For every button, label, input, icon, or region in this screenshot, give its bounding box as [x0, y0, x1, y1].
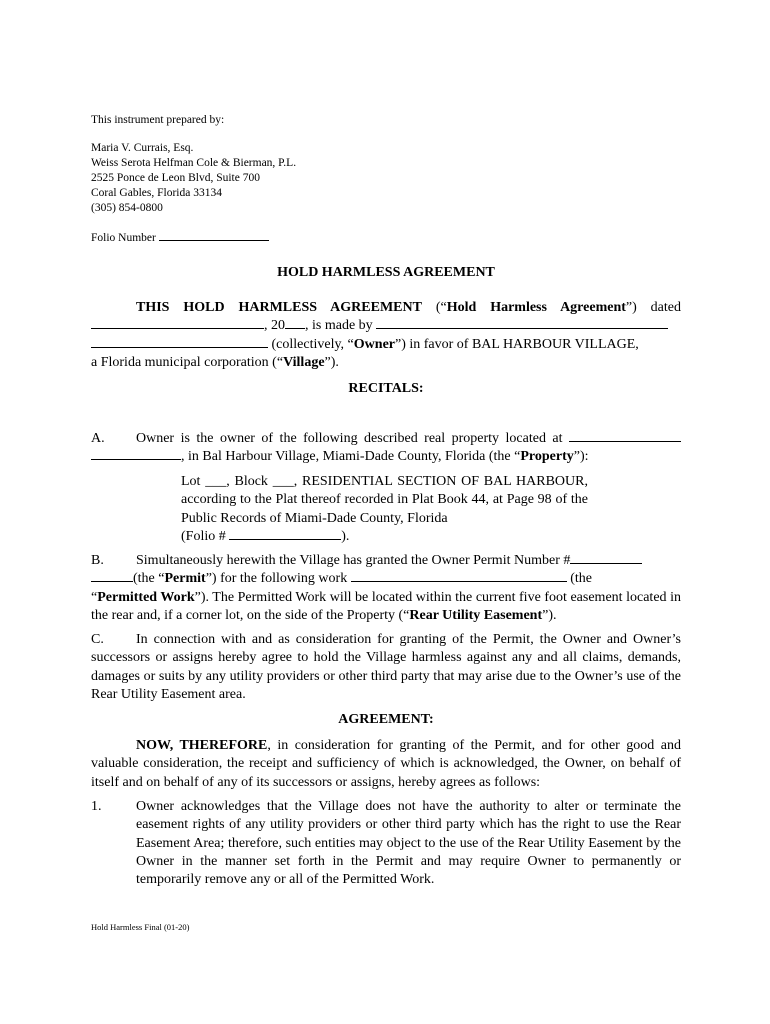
preparer-line: Weiss Serota Helfman Cole & Bierman, P.L. — [91, 157, 297, 169]
preparer-line: 2525 Ponce de Leon Blvd, Suite 700 — [91, 172, 260, 184]
recital-b-text: ”). The Permitted Work will be located within the current five foot easement located in the rear and, if a corner lot, on the side of the Property (“ — [91, 589, 681, 623]
date-blank — [91, 327, 264, 329]
intro-text: ”) dated — [625, 300, 681, 315]
preparer-address — [91, 141, 296, 216]
recital-c-text: In connection with and as consideration for granting of the Permit, the Owner and Owner’s successors or assigns hereby agree to hold the Village harmless against any and all claims, demands, damages or suits by any utility providers or other third party that may arise due to the Owner’s use of the Rear Utility Easement area. — [91, 632, 681, 702]
recital-b-line-1 — [91, 552, 681, 570]
recital-b-label: B. — [91, 553, 104, 568]
recital-c-label: C. — [91, 632, 104, 647]
year-prefix: , 20 — [264, 318, 285, 334]
folio-number-label: Folio Number — [91, 232, 156, 244]
agreement-text: , in consideration for granting of the Permit, and for other good and valuable consideration, the receipt and sufficiency of which is acknowledged, the Owner, on behalf of itself and on behalf of any of its successors or assigns, hereby agrees as follows: — [91, 738, 681, 790]
folio-blank — [229, 538, 341, 540]
preparer-line: Maria V. Currais, Esq. — [91, 142, 194, 154]
legal-description-text: Lot ___, Block ___, RESIDENTIAL SECTION OF BAL HARBOUR, according to the Plat thereof recorded in Plat Book 44, at Page 98 of the Public Records of Miami-Dade County, Florida — [181, 474, 588, 526]
recital-a-line-1 — [91, 430, 681, 448]
recital-a-label: A. — [91, 431, 105, 446]
recital-a — [91, 430, 681, 467]
recital-b-text: “ — [91, 589, 98, 605]
recital-a-text: , in Bal Harbour Village, Miami-Dade County, Florida (the “ — [181, 449, 521, 465]
intro-paragraph — [91, 299, 681, 372]
made-by-text: , is made by — [305, 318, 373, 334]
folio-label: (Folio # — [181, 528, 226, 544]
document-page — [91, 0, 681, 1024]
recital-a-line-2 — [91, 448, 681, 466]
intro-text: ”) in favor of BAL HARBOUR VILLAGE, — [395, 336, 639, 352]
defined-term-permitted-work: Permitted Work — [97, 589, 195, 605]
defined-term-rear-utility-easement: Rear Utility Easement — [409, 607, 543, 623]
permit-number-blank — [570, 562, 642, 564]
recital-c — [91, 631, 681, 704]
folio-number-line — [91, 231, 269, 246]
recital-b-line-3 — [91, 589, 681, 626]
recital-b-text: ”) for the following work — [205, 571, 348, 587]
recital-b-text: (the — [566, 571, 592, 587]
recital-b-text: ”). — [542, 607, 557, 623]
recital-a-text: Owner is the owner of the following described real property located at — [136, 431, 563, 446]
agreement-lead: NOW, THEREFORE — [136, 738, 268, 753]
agreement-heading: AGREEMENT: — [338, 712, 434, 727]
intro-line-3 — [91, 336, 681, 354]
permit-number-blank-2 — [91, 580, 133, 582]
work-description-blank — [351, 580, 567, 582]
intro-line-1 — [91, 299, 681, 317]
agreement-paragraph — [91, 737, 681, 792]
intro-lead: THIS HOLD HARMLESS AGREEMENT — [136, 300, 422, 315]
defined-term-property: Property — [520, 449, 574, 465]
folio-close: ). — [341, 528, 350, 544]
preparer-heading: This instrument prepared by: — [91, 114, 225, 126]
intro-text: (collectively, “ — [268, 336, 354, 352]
legal-description — [181, 473, 588, 546]
defined-term-owner: Owner — [353, 336, 395, 352]
intro-text: a Florida municipal corporation (“ — [91, 354, 284, 370]
recital-b-text: Simultaneously herewith the Village has granted the Owner Permit Number # — [136, 553, 571, 568]
defined-term-permit: Permit — [164, 571, 206, 587]
property-location-blank — [569, 440, 681, 442]
property-location-blank-2 — [91, 458, 181, 460]
owner-name-blank — [376, 327, 668, 329]
document-title: HOLD HARMLESS AGREEMENT — [277, 265, 495, 280]
defined-term-village: Village — [283, 354, 325, 370]
item-1-text: Owner acknowledges that the Village does not have the authority to alter or terminate the easement rights of any utility providers or other third party which has the right to use the Rear Easement Area; therefore, such entities may object to the use of the Rear Utility Easement by the Owner in the manner set forth in the Permit and may require Owner to permanently or temporarily remove any or all of the Permitted Work. — [136, 799, 681, 888]
intro-text: ”). — [324, 354, 339, 370]
agreement-item-1 — [91, 798, 681, 889]
intro-text: (“ — [421, 300, 447, 315]
recital-b — [91, 552, 681, 625]
defined-term-hold-harmless: Hold Harmless Agreement — [446, 300, 626, 315]
recital-b-text: (the “ — [133, 571, 165, 587]
page-footer: Hold Harmless Final (01-20) — [91, 922, 190, 932]
recital-b-line-2 — [91, 570, 681, 588]
item-1-label: 1. — [91, 799, 102, 814]
folio-line — [181, 528, 588, 546]
recital-a-text: ”): — [573, 449, 589, 465]
owner-name-blank-2 — [91, 346, 268, 348]
year-blank — [285, 327, 305, 329]
folio-number-blank — [159, 239, 269, 241]
preparer-line: Coral Gables, Florida 33134 — [91, 187, 222, 199]
intro-line-4 — [91, 354, 681, 372]
intro-line-2 — [91, 317, 681, 335]
recitals-heading: RECITALS: — [348, 381, 424, 396]
preparer-line: (305) 854-0800 — [91, 202, 163, 214]
